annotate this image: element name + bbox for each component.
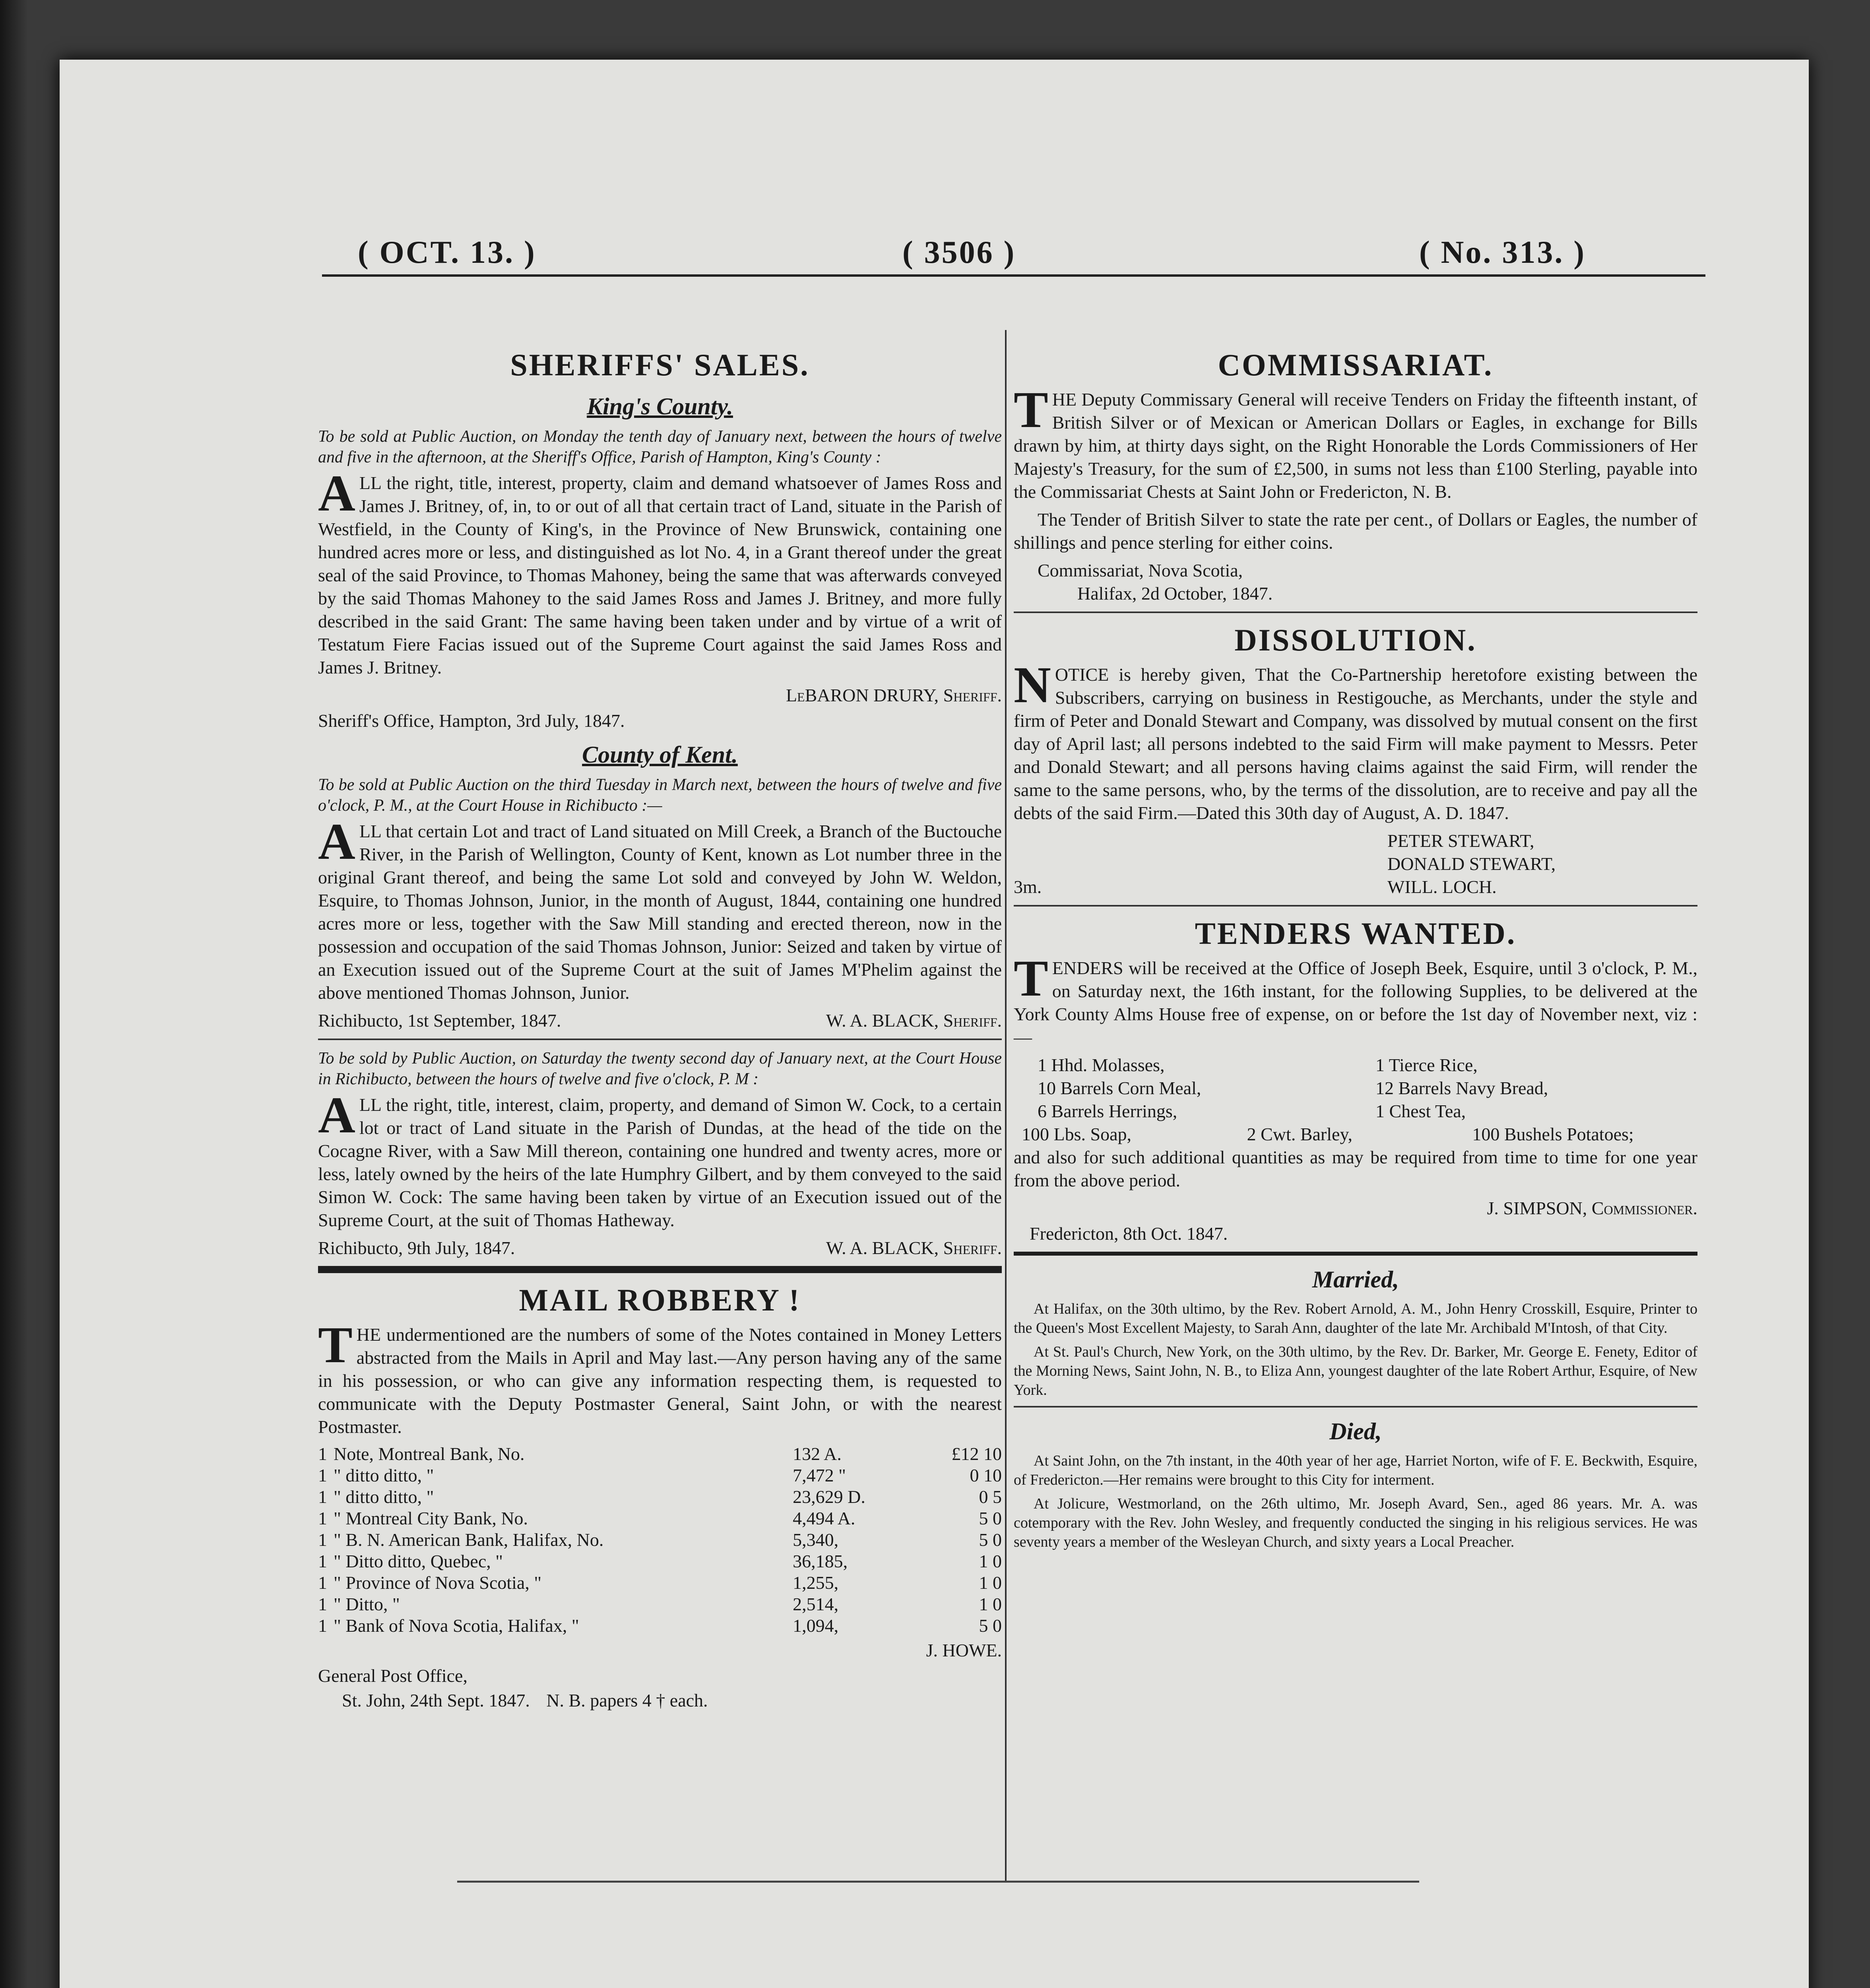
kent-county-lead: To be sold at Public Auction on the third Tuesday in March next, between the hours of twelve and five o'clock, P. M., at the Court House in Richibucto :— bbox=[318, 776, 1002, 815]
section-rule bbox=[318, 1266, 1002, 1273]
kent-county-signoff bbox=[318, 1009, 1002, 1032]
death-notice: At Saint John, on the 7th instant, in the 40th year of her age, Harriet Norton, wife of F. E. Beckwith, Esquire, of Fredericton.—Her remains were brought to this City for interment. bbox=[1014, 1452, 1697, 1488]
signer-name: DONALD STEWART, bbox=[1387, 854, 1556, 874]
commissariat-dateline: Halifax, 2d October, 1847. bbox=[1077, 583, 1273, 604]
list-item: 1 Tierce Rice, bbox=[1375, 1055, 1478, 1075]
kent-sale2-lead: To be sold by Public Auction, on Saturday the twenty second day of January next, at the Court House in Richibucto, between the hours of twelve and five o'clock, P. M : bbox=[318, 1049, 1002, 1088]
tenders-dateline: Fredericton, 8th Oct. 1847. bbox=[1030, 1223, 1228, 1244]
column-divider bbox=[1005, 330, 1007, 1881]
marriage-notice: At Halifax, on the 30th ultimo, by the Rev. Robert Arnold, A. M., John Henry Crosskill, Esquire, Printer to the Queen's Most Excellent Majesty, to Sarah Ann, daughter of the late Mr. Archibald M'Intosh, of that City. bbox=[1014, 1301, 1697, 1336]
table-row: 1 " Province of Nova Scotia, " 1,255, 1 0 bbox=[318, 1573, 1002, 1593]
table-row: 1 " Ditto ditto, Quebec, " 36,185, 1 0 bbox=[318, 1551, 1002, 1571]
kent-county-signature: W. A. BLACK, Sheriff. bbox=[826, 1010, 1002, 1031]
table-row: 1 " Montreal City Bank, No. 4,494 A. 5 0 bbox=[318, 1508, 1002, 1528]
header-date: ( OCT. 13. ) bbox=[358, 235, 536, 270]
newspaper-page bbox=[60, 60, 1809, 1988]
tenders-notice-2: and also for such additional quantities as may be required from time to time for one year from the above period. bbox=[1014, 1147, 1697, 1190]
commissariat-place: Commissariat, Nova Scotia, bbox=[1038, 560, 1243, 580]
list-item: 2 Cwt. Barley, bbox=[1247, 1124, 1352, 1144]
list-item: 6 Barrels Herrings, bbox=[1038, 1101, 1177, 1121]
drop-cap: T bbox=[1014, 381, 1048, 439]
dissolution-notice: NOTICE is hereby given, That the Co-Partnership heretofore existing between the Subscribers, carrying on business in Restigouche, as Merchants, under the style and firm of Peter and Donald Stewart and Company, was dissolved by mutual consent on the first day of April last; all persons indebted to the said Firm will make payment to Messrs. Peter and Donald Stewart; and all persons having claims against the said Firm, will render the same to the same persons, who, by the terms of the dissolution, are to receive and pay all the debts of the said Firm.—Dated this 30th day of August, A. D. 1847. bbox=[1014, 656, 1697, 823]
drop-cap: N bbox=[1014, 656, 1051, 714]
list-item: 12 Barrels Navy Bread, bbox=[1375, 1078, 1548, 1098]
header-rule bbox=[322, 274, 1705, 277]
list-item: 10 Barrels Corn Meal, bbox=[1038, 1078, 1201, 1098]
kent-sale2-signature: W. A. BLACK, Sheriff. bbox=[826, 1238, 1002, 1258]
tenders-signature: J. SIMPSON, Commissioner. bbox=[1487, 1198, 1697, 1218]
table-row: 1 " Bank of Nova Scotia, Halifax, " 1,094, 5 0 bbox=[318, 1615, 1002, 1636]
table-row: 1 " ditto ditto, " 7,472 " 0 10 bbox=[318, 1465, 1002, 1485]
header-issue-number: ( No. 313. ) bbox=[1419, 235, 1586, 270]
table-row: 1 " Ditto, " 2,514, 1 0 bbox=[318, 1594, 1002, 1614]
supplies-list-2 bbox=[1014, 1123, 1697, 1146]
kings-county-title: King's County. bbox=[587, 393, 733, 419]
supplies-list bbox=[1014, 1054, 1697, 1123]
table-row: 1 Note, Montreal Bank, No. 132 A. £12 10 bbox=[318, 1444, 1002, 1464]
kings-county-lead: To be sold at Public Auction, on Monday the tenth day of January next, between the hours of twelve and five in the afternoon, at the Sheriff's Office, Parish of Hampton, King's County : bbox=[318, 427, 1002, 466]
drop-cap: A bbox=[318, 1087, 355, 1144]
list-item: 1 Hhd. Molasses, bbox=[1038, 1055, 1165, 1075]
footer-rule bbox=[457, 1881, 1419, 1883]
kent-county-title: County of Kent. bbox=[582, 742, 738, 768]
married-title: Married, bbox=[1312, 1266, 1399, 1293]
kent-sale2-notice: ALL the right, title, interest, claim, property, and demand of Simon W. Cock, to a certain lot or tract of Land situate in the Parish of Dundas, at the head of the tide on the Cocagne River, with a Saw Mill thereon, containing one hundred and twenty acres, more or less, lately owned by the heirs of the late Humphry Gilbert, and by them conveyed to the said Simon W. Cock: The same having been taken by virtue of an Execution issued out of the Supreme Court, at the suit of Thomas Hatheway. bbox=[318, 1087, 1002, 1230]
signer-name: PETER STEWART, bbox=[1387, 831, 1534, 851]
stolen-notes-table bbox=[318, 1443, 1002, 1637]
scan-edge bbox=[0, 0, 28, 1988]
post-office-line: General Post Office, bbox=[318, 1666, 468, 1686]
papers-note: N. B. papers 4 † each. bbox=[546, 1690, 708, 1710]
signer-name: WILL. LOCH. bbox=[1387, 877, 1497, 897]
section-rule bbox=[1014, 1252, 1697, 1256]
mail-robbery-signature: J. HOWE. bbox=[926, 1640, 1002, 1660]
table-row: 1 " B. N. American Bank, Halifax, No. 5,340, 5 0 bbox=[318, 1530, 1002, 1550]
mail-robbery-title: MAIL ROBBERY ! bbox=[519, 1283, 801, 1317]
kent-county-notice: ALL that certain Lot and tract of Land situated on Mill Creek, a Branch of the Buctouche River, in the Parish of Wellington, County of Kent, known as Lot number three in the original Grant thereof, and being the same Lot sold and conveyed by John W. Weldon, Esquire, to Thomas Johnson, Junior, in the month of August, 1844, containing one hundred acres more or less, together with the Saw Mill standing and erected thereon, now in the possession and occupation of the said Thomas Johnson, Junior: Seized and taken by virtue of an Execution issued out of the Supreme Court at the suit of James M'Phelim against the above mentioned Thomas Johnson, Junior. bbox=[318, 813, 1002, 1003]
list-item: 100 Lbs. Soap, bbox=[1022, 1124, 1131, 1144]
kent-county-dateline: Richibucto, 1st September, 1847. bbox=[318, 1010, 561, 1031]
death-notice: At Jolicure, Westmorland, on the 26th ultimo, Mr. Joseph Avard, Sen., aged 86 years. Mr. A. was cotemporary with the Rev. John Wesley, and frequently conducted the singing in his religious services. He was seventy years a member of the Wesleyan Church, and sixty years a Local Preacher. bbox=[1014, 1495, 1697, 1550]
tenders-notice: TENDERS will be received at the Office of Joseph Beek, Esquire, until 3 o'clock, P. M., on Saturday next, the 16th instant, for the following Supplies, to be delivered at the York County Alms House free of expense, on or before the 1st day of November next, viz :— bbox=[1014, 950, 1697, 1047]
divider bbox=[1014, 905, 1697, 907]
dissolution-term: 3m. bbox=[1014, 877, 1042, 897]
drop-cap: T bbox=[318, 1316, 353, 1374]
kent-sale2-dateline: Richibucto, 9th July, 1847. bbox=[318, 1238, 515, 1258]
divider bbox=[1014, 612, 1697, 613]
kings-county-notice: ALL the right, title, interest, property, claim and demand whatsoever of James Ross and James J. Britney, of, in, to or out of all that certain tract of Land, situate in the Parish of Westfield, in the County of King's, in the Province of New Brunswick, containing one hundred acres more or less, and distinguished as lot No. 4, in a Grant thereof under the great seal of the said Province, to Thomas Mahoney, being the same that was afterwards conveyed by the said Thomas Mahoney to the said James Ross and James J. Britney, and more fully described in the said Grant: The same having been taken under and by virtue of a writ of Testatum Fiere Facias issued out of the Supreme Court against the said James Ross and James J. Britney. bbox=[318, 465, 1002, 678]
kent-sale2-signoff bbox=[318, 1237, 1002, 1260]
list-item: 1 Chest Tea, bbox=[1375, 1101, 1466, 1121]
tenders-title: TENDERS WANTED. bbox=[1195, 916, 1517, 951]
commissariat-notice: THE Deputy Commissary General will receive Tenders on Friday the fifteenth instant, of British Silver or of Mexican or American Dollars or Eagles, in exchange for Bills drawn by him, at thirty days sight, on the Right Honorable the Lords Commissioners of Her Majesty's Treasury, for the sum of £2,500, in sums not less than £100 Sterling, payable into the Commissariat Chests at Saint John or Fredericton, N. B. bbox=[1014, 381, 1697, 502]
table-row: 1 " ditto ditto, " 23,629 D. 0 5 bbox=[318, 1487, 1002, 1507]
commissariat-title: COMMISSARIAT. bbox=[1218, 348, 1494, 382]
dissolution-title: DISSOLUTION. bbox=[1234, 623, 1477, 657]
marriage-notice: At St. Paul's Church, New York, on the 30th ultimo, by the Rev. Dr. Barker, Mr. George E. Fenety, Editor of the Morning News, Saint John, N. B., to Eliza Ann, youngest daughter of the late Robert Arthur, Esquire, of New York. bbox=[1014, 1343, 1697, 1398]
commissariat-notice-2: The Tender of British Silver to state the rate per cent., of Dollars or Eagles, the number of shillings and pence sterling for either coins. bbox=[1014, 509, 1697, 553]
divider bbox=[318, 1039, 1002, 1040]
mail-robbery-notice: THE undermentioned are the numbers of some of the Notes contained in Money Letters abstracted from the Mails in April and May last.—Any person having any of the same in his possession, or who can give any information respecting them, is requested to communicate with the Deputy Postmaster General, Saint John, or with the nearest Postmaster. bbox=[318, 1316, 1002, 1437]
right-column bbox=[1014, 346, 1697, 1556]
kings-county-dateline: Sheriff's Office, Hampton, 3rd July, 1847. bbox=[318, 711, 625, 731]
drop-cap: A bbox=[318, 465, 355, 522]
kings-county-signature: LeBARON DRURY, Sheriff. bbox=[786, 685, 1002, 705]
list-item: 100 Bushels Potatoes; bbox=[1472, 1124, 1634, 1144]
sheriffs-sales-title: SHERIFFS' SALES. bbox=[510, 348, 810, 382]
drop-cap: T bbox=[1014, 950, 1048, 1007]
drop-cap: A bbox=[318, 813, 355, 870]
mail-robbery-dateline: St. John, 24th Sept. 1847. N. B. papers 4 † each. bbox=[342, 1690, 708, 1710]
left-column bbox=[318, 346, 1002, 1712]
header-page-number: ( 3506 ) bbox=[902, 235, 1016, 270]
divider bbox=[1014, 1406, 1697, 1408]
died-title: Died, bbox=[1329, 1418, 1382, 1444]
